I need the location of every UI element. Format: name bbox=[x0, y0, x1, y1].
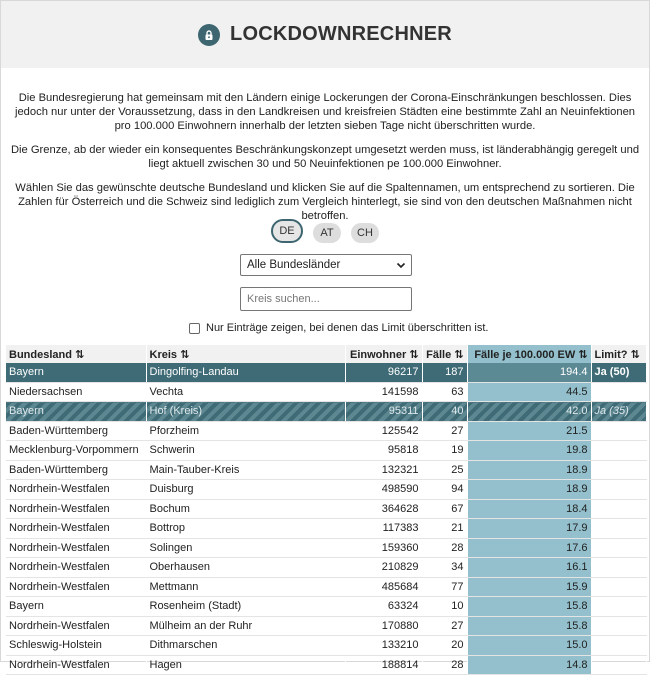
cell-einwohner: 188814 bbox=[345, 655, 422, 675]
cell-bundesland: Nordrhein-Westfalen bbox=[6, 480, 146, 500]
column-header-einwohner[interactable]: Einwohner ⇅ bbox=[345, 345, 422, 363]
district-search-input[interactable] bbox=[240, 287, 412, 311]
cell-kreis: Rosenheim (Stadt) bbox=[146, 597, 345, 617]
page-title: LOCKDOWNRECHNER bbox=[230, 23, 452, 45]
cell-faelle: 10 bbox=[422, 597, 467, 617]
cell-limit bbox=[591, 558, 646, 578]
cell-faelle: 67 bbox=[422, 499, 467, 519]
cell-bundesland: Schleswig-Holstein bbox=[6, 636, 146, 656]
cell-faelle: 187 bbox=[422, 363, 467, 382]
cell-kreis: Hagen bbox=[146, 655, 345, 675]
cell-rate: 44.5 bbox=[467, 382, 591, 402]
table-row bbox=[6, 558, 646, 578]
limit-filter-label: Nur Einträge zeigen, bei denen das Limit überschritten ist. bbox=[206, 322, 489, 334]
table-row bbox=[6, 655, 646, 675]
cell-einwohner: 364628 bbox=[345, 499, 422, 519]
cell-faelle: 77 bbox=[422, 577, 467, 597]
cell-bundesland: Niedersachsen bbox=[6, 382, 146, 402]
cell-rate: 18.9 bbox=[467, 480, 591, 500]
cell-faelle: 34 bbox=[422, 558, 467, 578]
table-row bbox=[6, 499, 646, 519]
cell-faelle: 40 bbox=[422, 402, 467, 422]
cell-kreis: Mülheim an der Ruhr bbox=[146, 616, 345, 636]
cell-einwohner: 170880 bbox=[345, 616, 422, 636]
cell-limit bbox=[591, 480, 646, 500]
cell-kreis: Duisburg bbox=[146, 480, 345, 500]
cell-faelle: 63 bbox=[422, 382, 467, 402]
chevron-down-icon bbox=[395, 259, 407, 271]
cell-kreis: Bochum bbox=[146, 499, 345, 519]
table-row bbox=[6, 460, 646, 480]
column-header-rate[interactable]: Fälle je 100.000 EW ⇅ bbox=[467, 345, 591, 363]
cell-kreis: Hof (Kreis) bbox=[146, 402, 345, 422]
cell-rate: 17.9 bbox=[467, 519, 591, 539]
cell-einwohner: 117383 bbox=[345, 519, 422, 539]
cell-rate: 194.4 bbox=[467, 363, 591, 382]
cell-limit bbox=[591, 597, 646, 617]
table-row bbox=[6, 441, 646, 461]
cell-einwohner: 159360 bbox=[345, 538, 422, 558]
cell-bundesland: Nordrhein-Westfalen bbox=[6, 499, 146, 519]
cell-rate: 42.0 bbox=[467, 402, 591, 422]
cell-faelle: 27 bbox=[422, 421, 467, 441]
cell-einwohner: 95311 bbox=[345, 402, 422, 422]
cell-einwohner: 485684 bbox=[345, 577, 422, 597]
limit-filter-checkbox-row[interactable] bbox=[189, 322, 489, 334]
table-row bbox=[6, 577, 646, 597]
cell-einwohner: 63324 bbox=[345, 597, 422, 617]
cell-kreis: Schwerin bbox=[146, 441, 345, 461]
column-header-faelle[interactable]: Fälle ⇅ bbox=[422, 345, 467, 363]
cell-faelle: 28 bbox=[422, 538, 467, 558]
search-placeholder: Kreis suchen... bbox=[247, 293, 320, 305]
cell-rate: 15.9 bbox=[467, 577, 591, 597]
cell-einwohner: 133210 bbox=[345, 636, 422, 656]
cell-kreis: Vechta bbox=[146, 382, 345, 402]
country-button-de[interactable]: DE bbox=[271, 219, 303, 243]
cell-limit bbox=[591, 616, 646, 636]
cell-einwohner: 96217 bbox=[345, 363, 422, 382]
state-select[interactable] bbox=[240, 254, 412, 276]
intro-paragraph-3: Wählen Sie das gewünschte deutsche Bundesland und klicken Sie auf die Spaltennamen, um entsprechend zu sortieren. Die Zahlen für Österreich und die Schweiz sind lediglich zum Vergleich hinterlegt, sie sind von den deutschen Maßnahmen nicht betroffen. bbox=[15, 182, 635, 222]
cell-limit bbox=[591, 577, 646, 597]
cell-limit bbox=[591, 460, 646, 480]
cell-kreis: Main-Tauber-Kreis bbox=[146, 460, 345, 480]
intro-text bbox=[1, 91, 649, 223]
cell-kreis: Mettmann bbox=[146, 577, 345, 597]
cell-einwohner: 125542 bbox=[345, 421, 422, 441]
cell-bundesland: Baden-Württemberg bbox=[6, 460, 146, 480]
cell-kreis: Dingolfing-Landau bbox=[146, 363, 345, 382]
state-select-value: Alle Bundesländer bbox=[247, 259, 341, 271]
cell-limit bbox=[591, 499, 646, 519]
cell-bundesland: Nordrhein-Westfalen bbox=[6, 519, 146, 539]
cell-rate: 15.8 bbox=[467, 616, 591, 636]
table-row bbox=[6, 421, 646, 441]
table-row bbox=[6, 363, 646, 382]
column-header-kreis[interactable]: Kreis ⇅ bbox=[146, 345, 345, 363]
cell-bundesland: Nordrhein-Westfalen bbox=[6, 616, 146, 636]
cell-bundesland: Mecklenburg-Vorpommern bbox=[6, 441, 146, 461]
cell-limit bbox=[591, 538, 646, 558]
cell-bundesland: Baden-Württemberg bbox=[6, 421, 146, 441]
cell-bundesland: Bayern bbox=[6, 402, 146, 422]
cell-faelle: 21 bbox=[422, 519, 467, 539]
cell-rate: 18.4 bbox=[467, 499, 591, 519]
cell-rate: 17.6 bbox=[467, 538, 591, 558]
table-row bbox=[6, 636, 646, 656]
cell-faelle: 94 bbox=[422, 480, 467, 500]
country-switcher bbox=[1, 221, 649, 243]
cell-bundesland: Bayern bbox=[6, 363, 146, 382]
cell-limit: Ja (50) bbox=[591, 363, 646, 382]
intro-paragraph-2: Die Grenze, ab der wieder ein konsequentes Beschränkungskonzept umgesetzt werden muss, ist länderabhängig geregelt und liegt aktuell zwischen 30 und 50 Neuinfektionen pe 100.000 Einwohner. bbox=[10, 144, 640, 170]
table-row bbox=[6, 402, 646, 422]
table-row bbox=[6, 519, 646, 539]
cell-rate: 21.5 bbox=[467, 421, 591, 441]
table-row bbox=[6, 597, 646, 617]
cell-limit bbox=[591, 382, 646, 402]
cell-faelle: 19 bbox=[422, 441, 467, 461]
cell-rate: 18.9 bbox=[467, 460, 591, 480]
cell-einwohner: 132321 bbox=[345, 460, 422, 480]
column-header-limit[interactable]: Limit? ⇅ bbox=[591, 345, 646, 363]
cell-einwohner: 95818 bbox=[345, 441, 422, 461]
cell-rate: 15.8 bbox=[467, 597, 591, 617]
cell-einwohner: 210829 bbox=[345, 558, 422, 578]
cell-kreis: Bottrop bbox=[146, 519, 345, 539]
table-row bbox=[6, 480, 646, 500]
cell-limit bbox=[591, 421, 646, 441]
cell-limit bbox=[591, 655, 646, 675]
cell-bundesland: Nordrhein-Westfalen bbox=[6, 655, 146, 675]
cell-limit bbox=[591, 441, 646, 461]
cell-faelle: 27 bbox=[422, 616, 467, 636]
cell-rate: 19.8 bbox=[467, 441, 591, 461]
cell-limit: Ja (35) bbox=[591, 402, 646, 422]
cell-bundesland: Bayern bbox=[6, 597, 146, 617]
column-header-bundesland[interactable]: Bundesland ⇅ bbox=[6, 345, 146, 363]
page-header bbox=[1, 1, 649, 68]
cell-bundesland: Nordrhein-Westfalen bbox=[6, 538, 146, 558]
cell-limit bbox=[591, 636, 646, 656]
cell-faelle: 20 bbox=[422, 636, 467, 656]
cell-kreis: Solingen bbox=[146, 538, 345, 558]
table-header-row bbox=[6, 345, 646, 363]
table-row bbox=[6, 616, 646, 636]
table-row bbox=[6, 382, 646, 402]
cell-limit bbox=[591, 519, 646, 539]
intro-paragraph-1: Die Bundesregierung hat gemeinsam mit den Ländern einige Lockerungen der Corona-Einschränkungen beschlossen. Dies jedoch nur unter der Voraussetzung, dass in den Landkreisen und kreisfreien Städten eine bestimmte Zahl an Neuinfektionen pro 100.000 Einwohnern innerhalb der letzten sieben Tage nicht überschritten wurde. bbox=[14, 92, 636, 132]
cell-rate: 15.0 bbox=[467, 636, 591, 656]
limit-filter-checkbox[interactable] bbox=[189, 323, 200, 334]
district-table bbox=[6, 345, 647, 675]
table-row bbox=[6, 538, 646, 558]
country-button-at[interactable]: AT bbox=[313, 223, 341, 243]
cell-faelle: 28 bbox=[422, 655, 467, 675]
cell-einwohner: 141598 bbox=[345, 382, 422, 402]
country-button-ch[interactable]: CH bbox=[351, 223, 379, 243]
lock-icon bbox=[198, 24, 220, 46]
cell-kreis: Dithmarschen bbox=[146, 636, 345, 656]
cell-bundesland: Nordrhein-Westfalen bbox=[6, 558, 146, 578]
cell-rate: 14.8 bbox=[467, 655, 591, 675]
cell-kreis: Pforzheim bbox=[146, 421, 345, 441]
cell-bundesland: Nordrhein-Westfalen bbox=[6, 577, 146, 597]
cell-kreis: Oberhausen bbox=[146, 558, 345, 578]
cell-faelle: 25 bbox=[422, 460, 467, 480]
cell-rate: 16.1 bbox=[467, 558, 591, 578]
cell-einwohner: 498590 bbox=[345, 480, 422, 500]
